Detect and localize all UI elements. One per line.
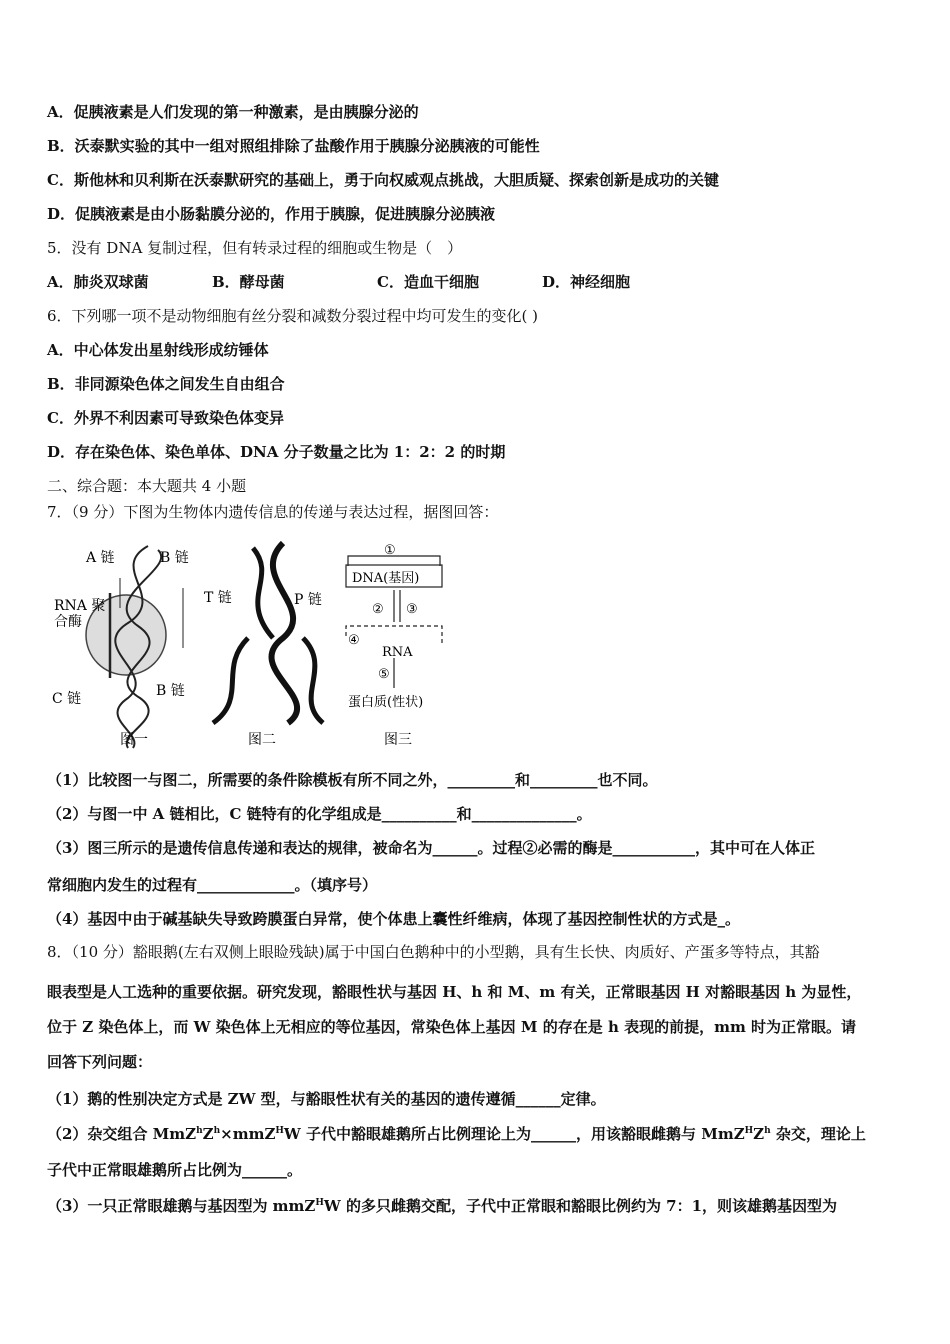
q7-part-3-line-2: 常细胞内发生的过程有_____________。（填序号） (47, 876, 378, 894)
q5-option-b: B．酵母菌 (212, 273, 285, 291)
q6-option-b: B．非同源染色体之间发生自由组合 (47, 375, 285, 393)
figure-two (213, 543, 323, 723)
fig3-step-4: ④ (348, 633, 360, 648)
q4-option-d: D．促胰液素是由小肠黏膜分泌的，作用于胰腺，促进胰腺分泌胰液 (47, 205, 496, 223)
fig3-protein: 蛋白质(性状) (348, 695, 424, 710)
q8-stem-line-4: 回答下列问题： (47, 1053, 153, 1071)
fig3-step-5: ⑤ (378, 667, 390, 682)
fig3-caption: 图三 (384, 732, 412, 748)
fig3-step-2: ② (372, 602, 384, 617)
fig3-step-3: ③ (406, 602, 418, 617)
q5-stem: 5．没有 DNA 复制过程，但有转录过程的细胞或生物是（ ） (47, 239, 463, 257)
q8-stem-line-1: 8．（10 分）豁眼鹅(左右双侧上眼睑残缺)属于中国白色鹅种中的小型鹅，具有生长快、肉质好、产蛋多等特点，其豁 (47, 943, 820, 961)
q5-option-d: D．神经细胞 (542, 273, 631, 291)
fig3-rna-replication-loop (346, 626, 442, 646)
fig1-label-b-top: B 链 (160, 550, 189, 566)
fig1-label-rna: RNA 聚 (54, 598, 106, 614)
q6-option-c: C．外界不利因素可导致染色体变异 (47, 409, 284, 427)
fig3-step-1: ① (384, 543, 396, 558)
q7-part-1: （1）比较图一与图二，所需要的条件除模板有所不同之外，_________和_________也不同。 (47, 771, 658, 789)
genetic-info-figure (48, 538, 468, 753)
fig2-label-t: T 链 (204, 590, 232, 606)
q8-part-2-line-1: （2）杂交组合 $MmZ^hZ^h\times mmZ^HW$ 子代中豁眼雄鹅所占比例理论上为______，用该豁眼雌鹅与 $MmZ^HZ^h$ 杂交，理论上 (47, 1125, 866, 1143)
fig1-caption: 图一 (120, 732, 148, 748)
q8-part-2-line-2: 子代中正常眼雄鹅所占比例为______。 (47, 1161, 303, 1179)
q4-option-b: B．沃泰默实验的其中一组对照组排除了盐酸作用于胰腺分泌胰液的可能性 (47, 137, 540, 155)
q8-stem-line-2: 眼表型是人工选种的重要依据。研究发现，豁眼性状与基因 H、h 和 M、m 有关，正常眼基因 H 对豁眼基因 h 为显性， (47, 983, 862, 1001)
fig2-caption: 图二 (248, 732, 276, 748)
q8-part-1: （1）鹅的性别决定方式是 ZW 型，与豁眼性状有关的基因的遗传遵循______定律。 (47, 1090, 606, 1108)
fig1-label-b-bottom: B 链 (156, 683, 185, 699)
q7-part-2: （2）与图一中 A 链相比，C 链特有的化学组成是__________和______________。 (47, 805, 592, 823)
q7-part-4: （4）基因中由于碱基缺失导致跨膜蛋白异常，使个体患上囊性纤维病，体现了基因控制性状的方式是_。 (47, 910, 740, 928)
q6-stem: 6．下列哪一项不是动物细胞有丝分裂和减数分裂过程中均可发生的变化( ) (47, 307, 539, 325)
q5-options (47, 272, 630, 292)
fig2-strand-top (253, 548, 273, 638)
fig1-label-enzyme: 合酶 (54, 614, 82, 630)
fig1-label-a: A 链 (86, 550, 115, 566)
q5-option-a: A．肺炎双球菌 (47, 273, 149, 291)
fig2-strand-left (213, 638, 248, 723)
figure-one (86, 546, 183, 748)
fig3-rna: RNA (382, 645, 413, 660)
q8-stem-line-3: 位于 Z 染色体上，而 W 染色体上无相应的等位基因，常染色体上基因 M 的存在是 h 表现的前提，mm 时为正常眼。请 (47, 1018, 857, 1036)
fig2-strand-right (303, 638, 323, 723)
q7-part-3-line-1: （3）图三所示的是遗传信息传递和表达的规律，被命名为______。过程②必需的酶是___________，其中可在人体正 (47, 839, 815, 857)
q8-part-3: （3）一只正常眼雄鹅与基因型为 mmZ$^H$W 的多只雌鹅交配，子代中正常眼和豁眼比例约为 7：1，则该雄鹅基因型为 (47, 1197, 838, 1215)
q5-option-c: C．造血干细胞 (377, 273, 479, 291)
q7-stem: 7．（9 分）下图为生物体内遗传信息的传递与表达过程，据图回答： (47, 503, 499, 521)
q4-option-c: C．斯他林和贝利斯在沃泰默研究的基础上，勇于向权威观点挑战，大胆质疑、探索创新是成功的关键 (47, 171, 719, 189)
q4-option-a: A．促胰液素是人们发现的第一种激素，是由胰腺分泌的 (47, 103, 419, 121)
fig2-label-p: P 链 (294, 592, 322, 608)
fig2-strand-t (271, 543, 297, 723)
q6-option-d: D．存在染色体、染色单体、DNA 分子数量之比为 1：2：2 的时期 (47, 443, 506, 461)
section-2-heading: 二、综合题：本大题共 4 小题 (47, 477, 247, 495)
fig3-dna-gene: DNA(基因) (352, 571, 420, 586)
q6-option-a: A．中心体发出星射线形成纺锤体 (47, 341, 269, 359)
fig1-label-c: C 链 (52, 691, 82, 707)
